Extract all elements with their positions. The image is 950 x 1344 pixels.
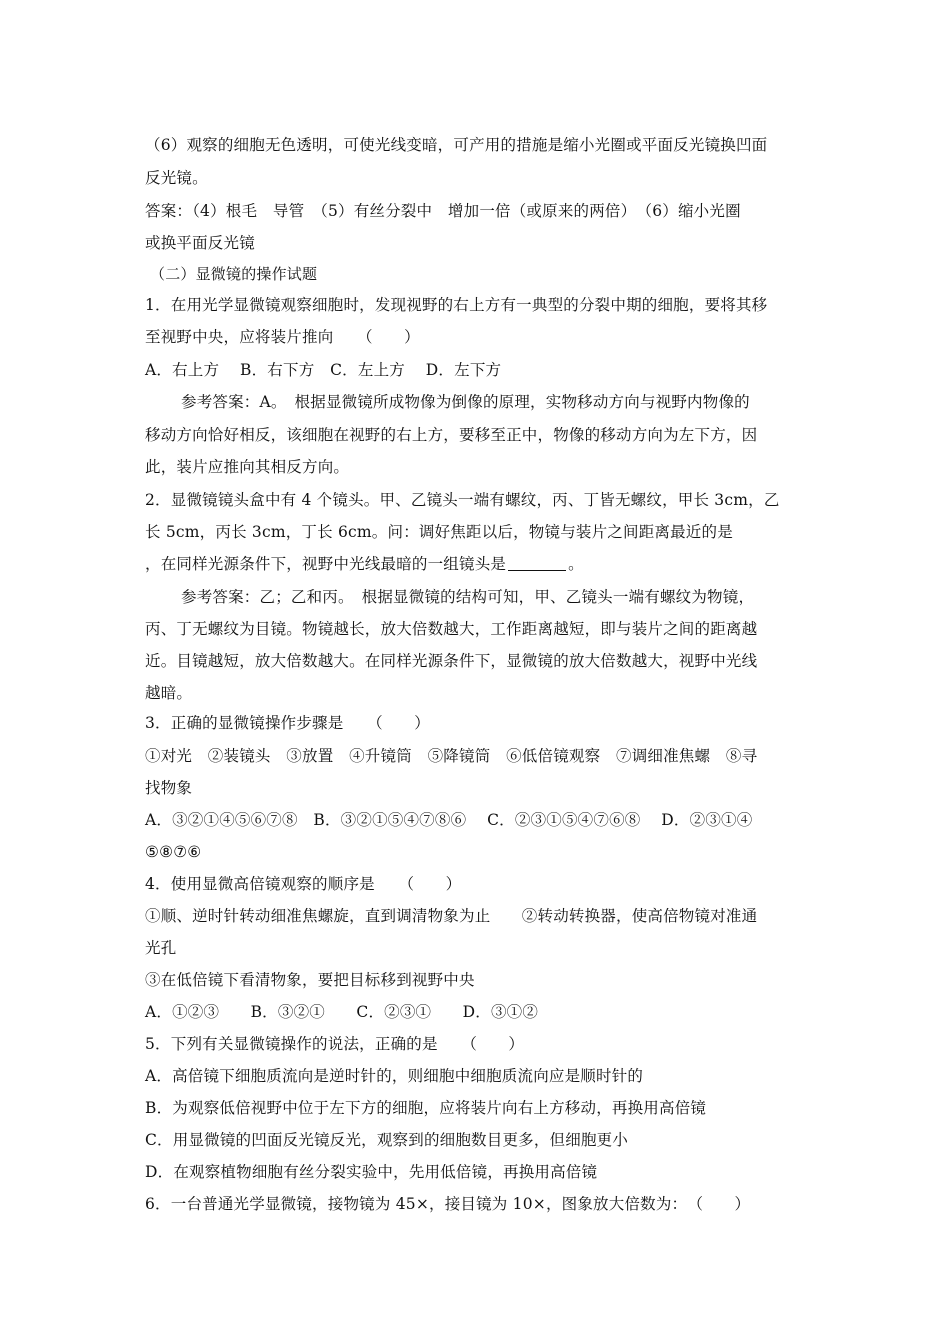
question-2-reference: 丙、丁无螺纹为目镜。物镜越长，放大倍数越大，工作距离越短，即与装片之间的距离越 bbox=[145, 620, 758, 638]
section-title: （二）显微镜的操作试题 bbox=[150, 265, 318, 283]
question-2-stem: 长 5cm，丙长 3cm，丁长 6cm。问：调好焦距以后，物镜与装片之间距离最近的是 bbox=[145, 523, 733, 541]
question-4-options: A．①②③ B．③②① C．②③① D．③①② bbox=[145, 1003, 539, 1021]
question-3-stem: 3．正确的显微镜操作步骤是 （ ） bbox=[145, 714, 430, 732]
intro-text: 反光镜。 bbox=[145, 169, 208, 187]
question-4-stem: 4．使用显微高倍镜观察的顺序是 （ ） bbox=[145, 875, 462, 893]
answer-text: 答案：（4）根毛 导管 （5）有丝分裂中 增加一倍（或原来的两倍） （6）缩小光圈 bbox=[145, 202, 741, 220]
answer-text: 或换平面反光镜 bbox=[145, 234, 255, 252]
question-3-steps: ①对光 ②装镜头 ③放置 ④升镜筒 ⑤降镜筒 ⑥低倍镜观察 ⑦调细准焦螺 ⑧寻 bbox=[145, 747, 758, 765]
question-2-stem bbox=[145, 553, 810, 575]
question-2-stem-end: 。 bbox=[568, 555, 584, 573]
question-4-item: 光孔 bbox=[145, 939, 177, 957]
question-1-stem: 至视野中央，应将装片推向 （ ） bbox=[145, 328, 420, 346]
question-1-reference: 参考答案：A。 根据显微镜所成物像为倒像的原理，实物移动方向与视野内物像的 bbox=[181, 393, 750, 411]
question-2-reference: 越暗。 bbox=[145, 684, 193, 702]
question-3-options: A．③②①④⑤⑥⑦⑧ B．③②①⑤④⑦⑧⑥ C．②③①⑤④⑦⑥⑧ D．②③①④ bbox=[145, 811, 753, 829]
question-6-stem: 6．一台普通光学显微镜，接物镜为 45×，接目镜为 10×，图象放大倍数为： （ ） bbox=[145, 1195, 751, 1213]
question-5-option-a: A．高倍镜下细胞质流向是逆时针的，则细胞中细胞质流向应是顺时针的 bbox=[145, 1067, 644, 1085]
question-1-stem: 1．在用光学显微镜观察细胞时，发现视野的右上方有一典型的分裂中期的细胞，要将其移 bbox=[145, 296, 768, 314]
question-5-option-b: B．为观察低倍视野中位于左下方的细胞，应将装片向右上方移动，再换用高倍镜 bbox=[145, 1099, 707, 1117]
question-1-reference: 移动方向恰好相反，该细胞在视野的右上方，要移至正中，物像的移动方向为左下方，因 bbox=[145, 426, 758, 444]
question-2-reference: 近。目镜越短，放大倍数越大。在同样光源条件下，显微镜的放大倍数越大，视野中光线 bbox=[145, 652, 758, 670]
question-2-stem-text: ，在同样光源条件下，视野中光线最暗的一组镜头是 bbox=[145, 555, 507, 573]
answer-blank[interactable] bbox=[508, 554, 566, 571]
question-2-reference: 参考答案：乙；乙和丙。 根据显微镜的结构可知，甲、乙镜头一端有螺纹为物镜， bbox=[181, 588, 755, 606]
question-4-item: ③在低倍镜下看清物象，要把目标移到视野中央 bbox=[145, 971, 475, 989]
question-5-option-d: D．在观察植物细胞有丝分裂实验中，先用低倍镜，再换用高倍镜 bbox=[145, 1163, 598, 1181]
question-1-options: A．右上方 B．右下方 C．左上方 D．左下方 bbox=[145, 361, 502, 379]
question-5-stem: 5．下列有关显微镜操作的说法，正确的是 （ ） bbox=[145, 1035, 525, 1053]
question-1-reference: 此，装片应推向其相反方向。 bbox=[145, 458, 350, 476]
intro-text: （6）观察的细胞无色透明，可使光线变暗，可产用的措施是缩小光圈或平面反光镜换凹面 bbox=[145, 136, 768, 154]
question-3-steps: 找物象 bbox=[145, 779, 193, 797]
question-5-option-c: C．用显微镜的凹面反光镜反光，观察到的细胞数目更多，但细胞更小 bbox=[145, 1131, 629, 1149]
question-3-options: ⑤⑧⑦⑥ bbox=[145, 843, 202, 861]
question-4-item: ①顺、逆时针转动细准焦螺旋，直到调清物象为止 ②转动转换器，使高倍物镜对准通 bbox=[145, 907, 758, 925]
question-2-stem: 2．显微镜镜头盒中有 4 个镜头。甲、乙镜头一端有螺纹，丙、丁皆无螺纹，甲长 3cm，乙 bbox=[145, 491, 780, 509]
